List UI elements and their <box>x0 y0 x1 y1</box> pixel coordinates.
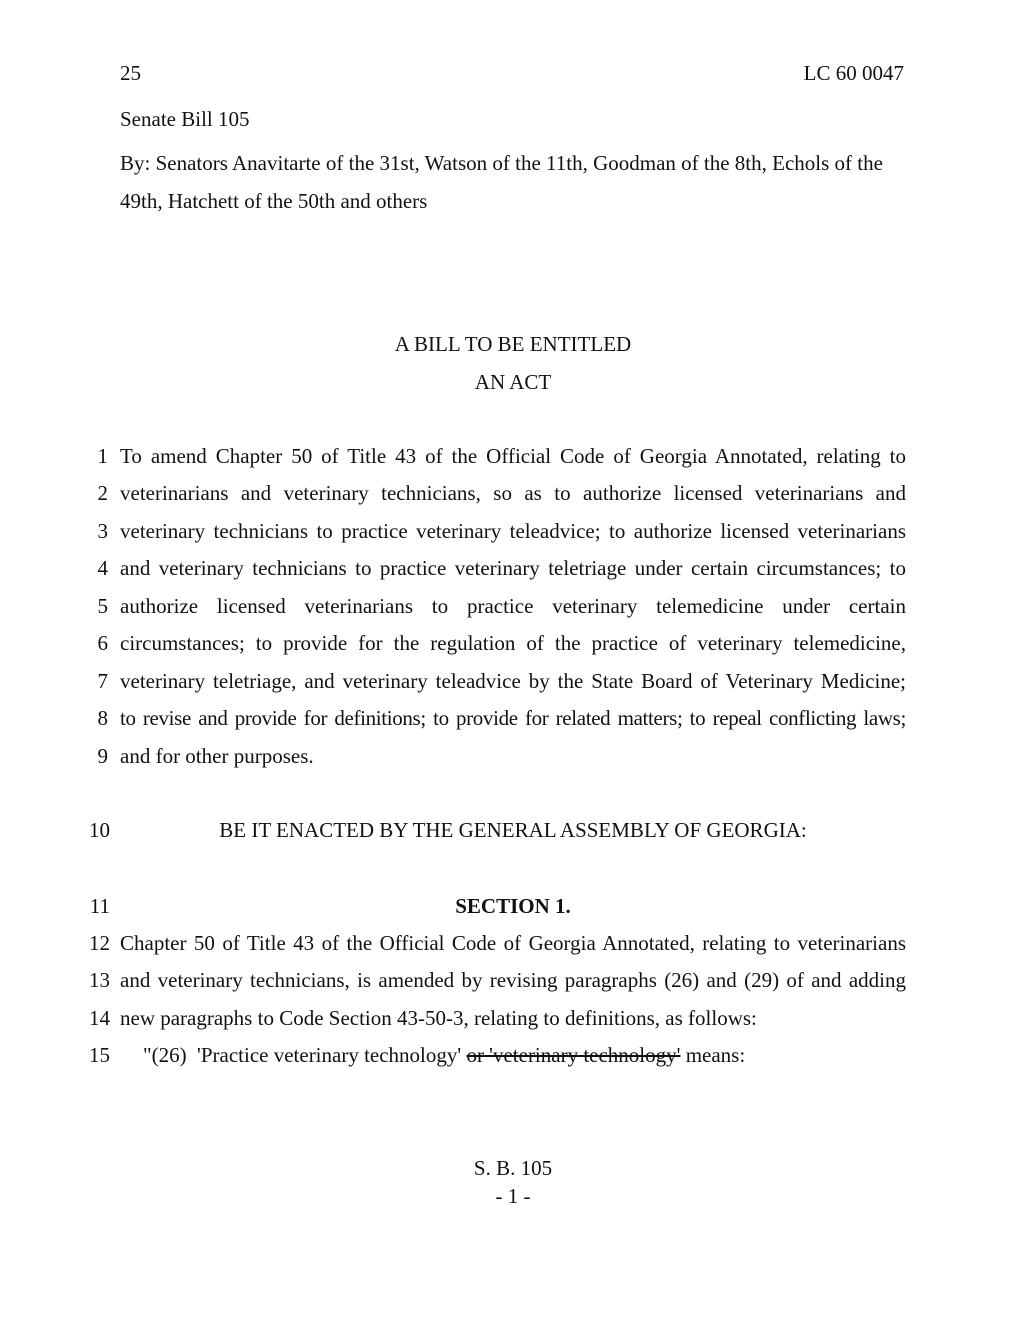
line-text: and for other purposes. <box>120 744 314 768</box>
line-number: 10 <box>89 818 110 842</box>
caption-line <box>0 444 1024 474</box>
line-text <box>143 1043 745 1068</box>
line-number: 13 <box>89 968 110 992</box>
caption-line <box>0 594 1024 624</box>
enacting-clause <box>0 818 1024 848</box>
line-text: veterinarians and veterinary technicians, so as to authorize licensed veterinarians and <box>120 481 906 505</box>
line-text: veterinary teletriage, and veterinary teleadvice by the State Board of Veterinary Medicine; <box>120 669 906 693</box>
bill-title-line2: AN ACT <box>474 370 552 394</box>
page-line-number-header: 25 <box>120 61 141 85</box>
line-text: To amend Chapter 50 of Title 43 of the Official Code of Georgia Annotated, relating to <box>120 444 906 468</box>
section-title: SECTION 1. <box>455 894 571 918</box>
footer-page-number: - 1 - <box>495 1184 531 1208</box>
line-number: 6 <box>97 631 108 655</box>
body-line <box>0 1006 1024 1036</box>
bill-name: Senate Bill 105 <box>120 107 250 131</box>
caption-line <box>0 519 1024 549</box>
struck-text: or 'veterinary technology' <box>466 1043 681 1067</box>
body-line <box>0 1043 1024 1073</box>
line-text: and veterinary technicians to practice veterinary teletriage under certain circumstances; to <box>120 556 906 580</box>
line-number: 4 <box>97 556 108 580</box>
document-code: LC 60 0047 <box>803 61 904 85</box>
line-text: veterinary technicians to practice veterinary teleadvice; to authorize licensed veterinarians <box>120 519 906 543</box>
enacting-text: BE IT ENACTED BY THE GENERAL ASSEMBLY OF GEORGIA: <box>219 818 807 842</box>
caption-line <box>0 481 1024 511</box>
caption-line <box>0 706 1024 736</box>
caption-line <box>0 744 1024 774</box>
line-text: new paragraphs to Code Section 43-50-3, relating to definitions, as follows: <box>120 1006 757 1030</box>
line-text-prefix: "(26) 'Practice veterinary technology' <box>143 1043 467 1067</box>
caption-line <box>0 631 1024 661</box>
line-number: 5 <box>97 594 108 618</box>
body-line <box>0 931 1024 961</box>
line-number: 9 <box>97 744 108 768</box>
line-number: 8 <box>97 706 108 730</box>
caption-line <box>0 669 1024 699</box>
bill-title-line1: A BILL TO BE ENTITLED <box>394 332 632 356</box>
line-number: 2 <box>97 481 108 505</box>
line-text: authorize licensed veterinarians to practice veterinary telemedicine under certain <box>120 594 906 618</box>
line-text: to revise and provide for definitions; to provide for related matters; to repeal conflicting laws; <box>120 706 906 730</box>
line-number: 14 <box>89 1006 110 1030</box>
line-number: 12 <box>89 931 110 955</box>
footer-bill-reference: S. B. 105 <box>473 1156 553 1180</box>
line-text: Chapter 50 of Title 43 of the Official Code of Georgia Annotated, relating to veterinarians <box>120 931 906 955</box>
line-number: 7 <box>97 669 108 693</box>
line-text-suffix: means: <box>680 1043 746 1067</box>
line-text: and veterinary technicians, is amended by revising paragraphs (26) and (29) of and adding <box>120 968 906 992</box>
caption-line <box>0 556 1024 586</box>
line-text: circumstances; to provide for the regulation of the practice of veterinary telemedicine, <box>120 631 906 655</box>
line-number: 15 <box>89 1043 110 1067</box>
body-line <box>0 968 1024 998</box>
section-heading <box>0 894 1024 924</box>
line-number: 1 <box>97 444 108 468</box>
line-number: 3 <box>97 519 108 543</box>
line-number: 11 <box>89 894 110 918</box>
bill-sponsors: By: Senators Anavitarte of the 31st, Watson of the 11th, Goodman of the 8th, Echols of the 49th, Hatchett of the 50th and others <box>120 151 883 213</box>
